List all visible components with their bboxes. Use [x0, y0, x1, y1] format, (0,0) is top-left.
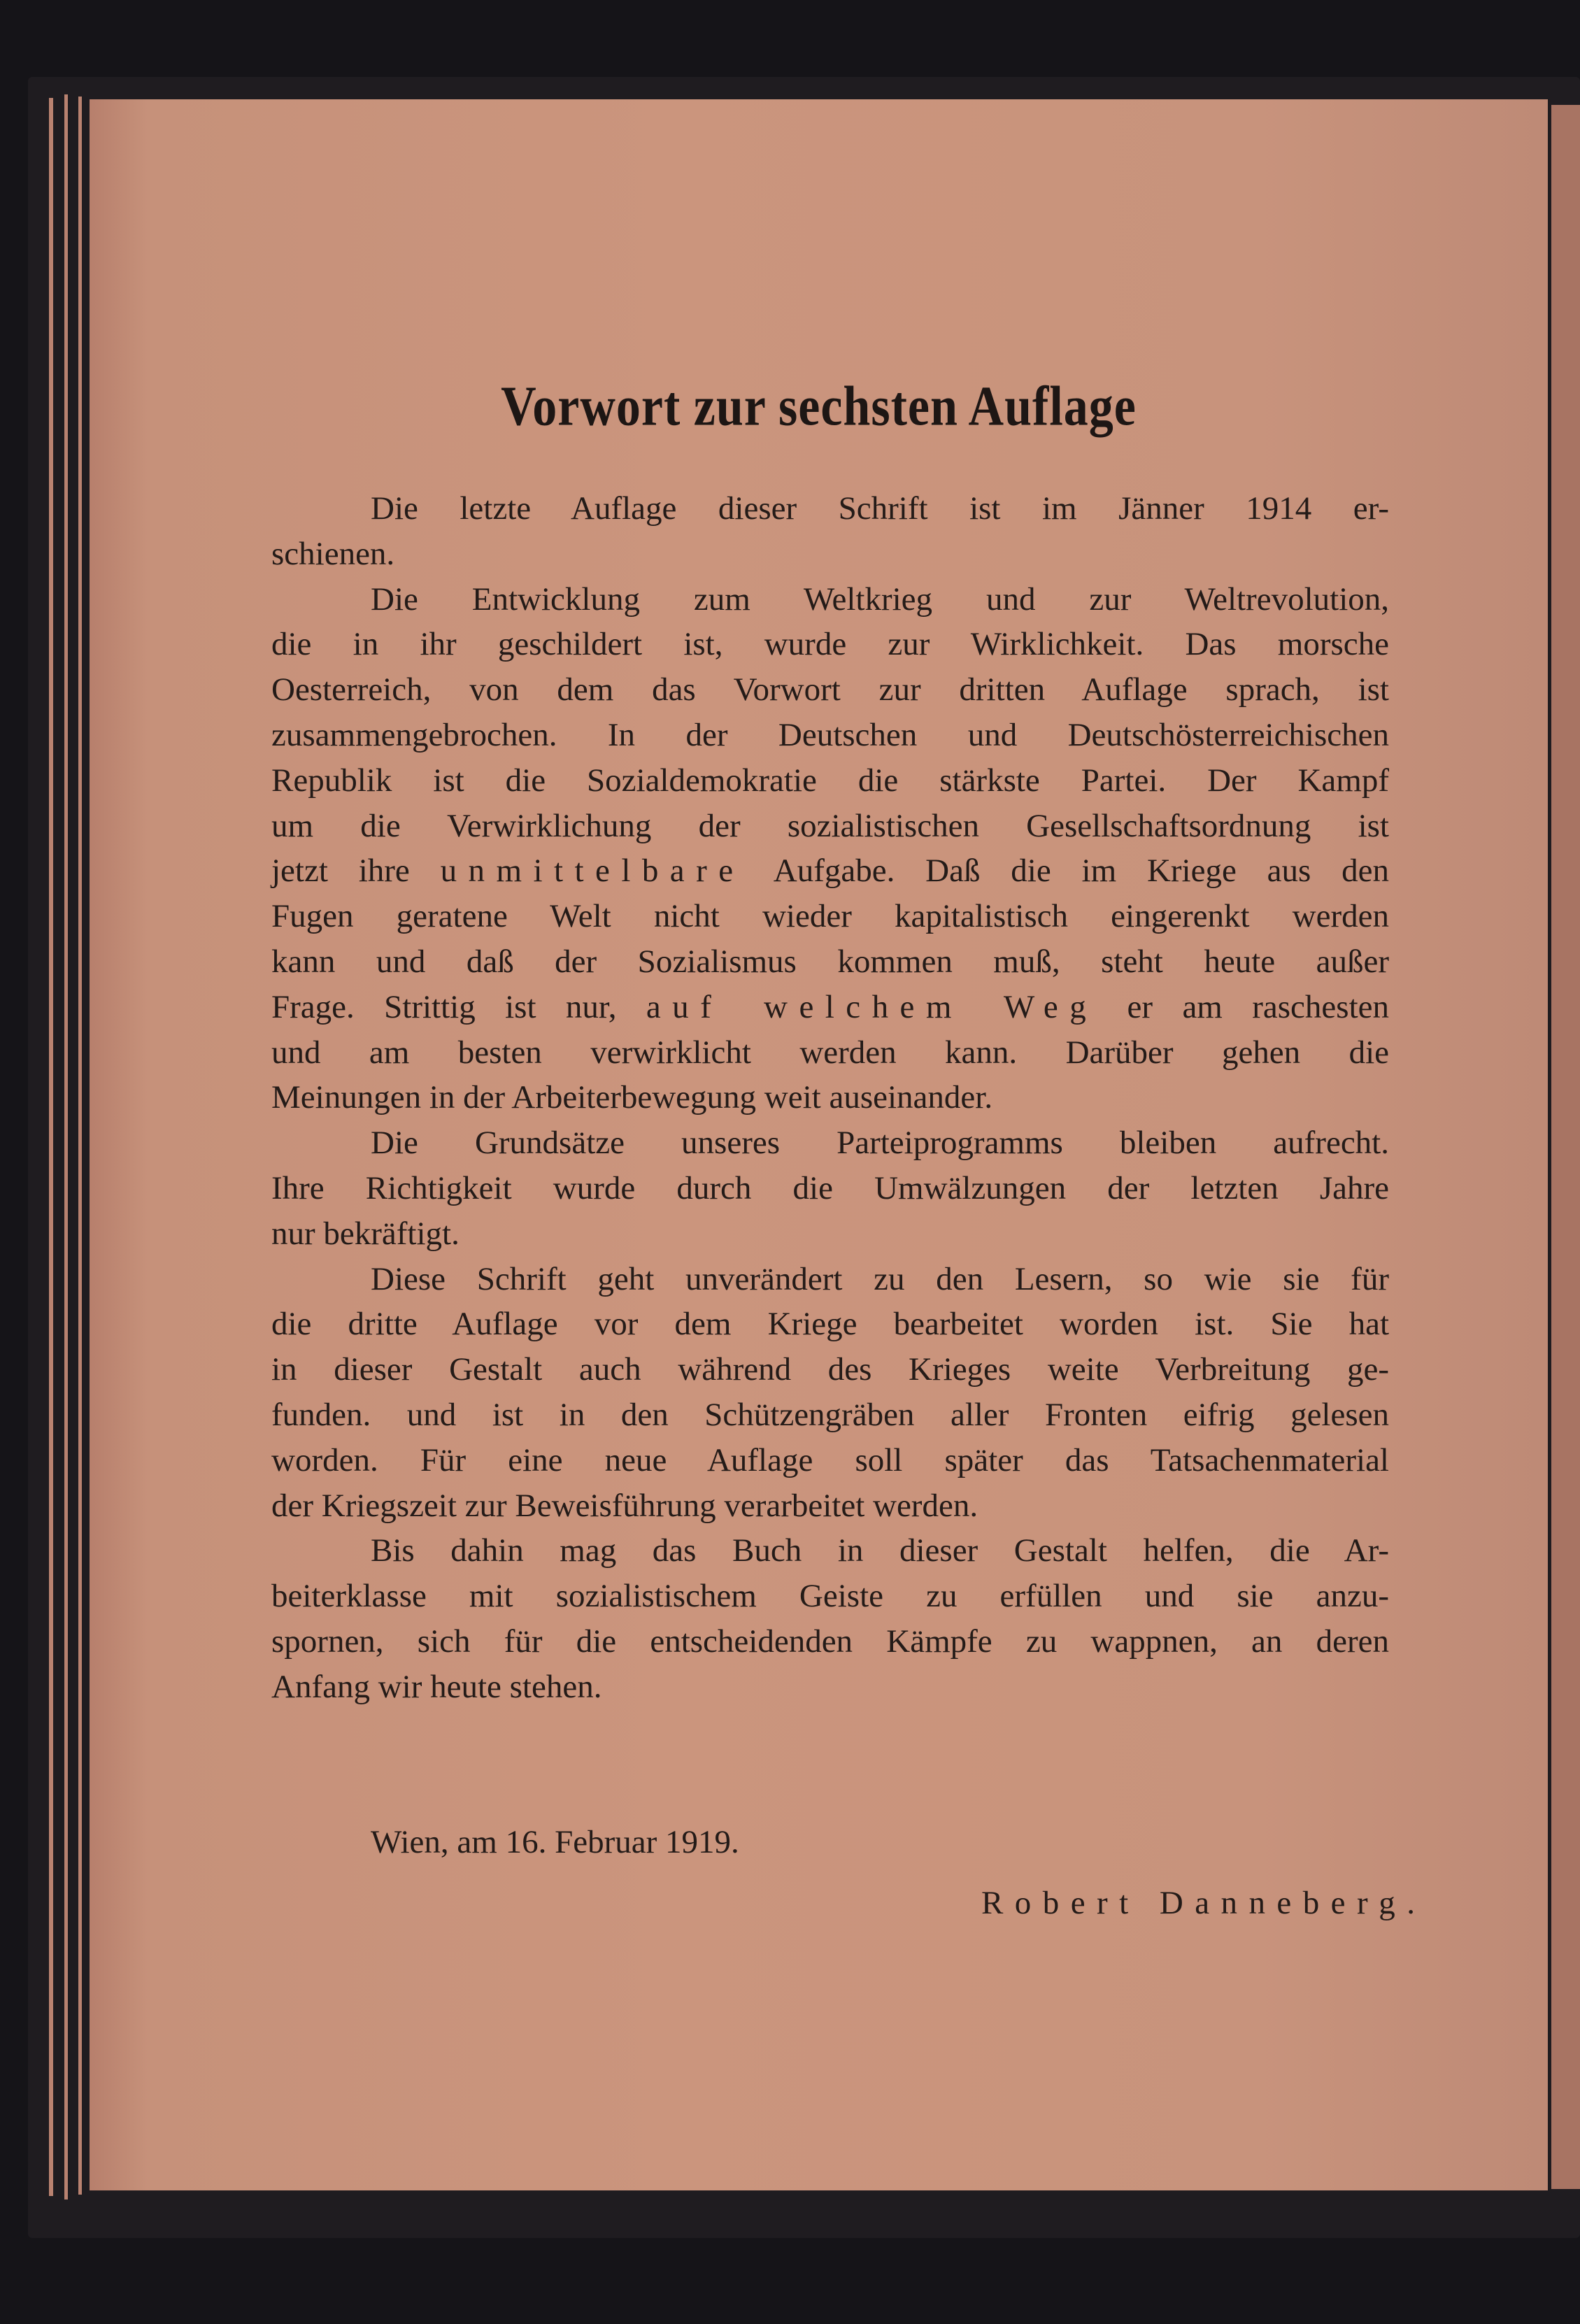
text-line: [271, 1392, 1389, 1438]
text-line: [271, 1030, 1389, 1076]
text-line: [271, 985, 1389, 1030]
text-line: [271, 758, 1389, 804]
text-line: [271, 848, 1389, 894]
text-line: [271, 804, 1389, 849]
text-segment: Frage. Strittig ist nur,: [271, 988, 646, 1025]
text-line: [271, 894, 1389, 939]
text-segment: kann und daß der Sozialismus kommen muß, steht heute außer: [271, 943, 1389, 980]
text-line: [271, 667, 1389, 713]
signature: Robert Danneberg.: [981, 1885, 1427, 1921]
text-line: [271, 1257, 1389, 1302]
text-segment: nur bekräftigt.: [271, 1215, 460, 1252]
page-title: Vorwort zur sechsten Auflage: [501, 376, 1137, 438]
text-line: [271, 1438, 1389, 1483]
text-line: [271, 1302, 1389, 1347]
text-segment: und am besten verwirklicht werden kann. Darüber gehen die: [271, 1034, 1389, 1071]
text-segment: Meinungen in der Arbeiterbewegung weit auseinander.: [271, 1079, 993, 1116]
text-segment: schienen.: [271, 535, 395, 572]
page-edge: [64, 94, 68, 2200]
text-segment: Oesterreich, von dem das Vorwort zur dritten Auflage sprach, ist: [271, 671, 1389, 708]
text-line: [271, 939, 1389, 985]
text-segment: Republik ist die Sozialdemokratie die stärkste Partei. Der Kampf: [271, 762, 1389, 799]
text-line: [271, 1120, 1389, 1166]
preface-body: [271, 486, 1389, 1710]
text-segment: spornen, sich für die entscheidenden Kämpfe zu wappnen, an deren: [271, 1623, 1389, 1660]
text-segment: jetzt ihre: [271, 853, 441, 890]
spaced-emphasis: unmittelbare: [440, 853, 745, 890]
text-segment: Ihre Richtigkeit wurde durch die Umwälzungen der letzten Jahre: [271, 1169, 1389, 1206]
text-line: [271, 1166, 1389, 1211]
book-page: [90, 99, 1548, 2190]
page-edge: [78, 97, 82, 2195]
text-line: [271, 532, 1389, 577]
text-line: [271, 1075, 1389, 1120]
text-line: [271, 1528, 1389, 1574]
text-line: [271, 1483, 1389, 1529]
text-segment: zusammengebrochen. In der Deutschen und Deutschösterreichischen: [271, 716, 1389, 753]
page-edge: [49, 98, 53, 2196]
text-line: [271, 486, 1389, 532]
text-line: [271, 1664, 1389, 1710]
text-line: [271, 622, 1389, 667]
text-segment: Die Grundsätze unseres Parteiprogramms bleiben aufrecht.: [371, 1125, 1389, 1162]
text-segment: Anfang wir heute stehen.: [271, 1668, 602, 1705]
text-line: [271, 1619, 1389, 1664]
spaced-emphasis: auf welchem Weg: [646, 988, 1098, 1025]
text-segment: worden. Für eine neue Auflage soll später das Tatsachenmaterial: [271, 1441, 1389, 1478]
text-segment: in dieser Gestalt auch während des Krieges weite Verbreitung ge-: [271, 1351, 1389, 1388]
text-line: [271, 1347, 1389, 1392]
text-segment: Die letzte Auflage dieser Schrift ist im Jänner 1914 er-: [371, 490, 1389, 527]
text-segment: die dritte Auflage vor dem Kriege bearbeitet worden ist. Sie hat: [271, 1306, 1389, 1343]
text-line: [271, 577, 1389, 622]
date-line: Wien, am 16. Februar 1919.: [371, 1824, 739, 1860]
text-line: [271, 1211, 1389, 1257]
text-segment: die in ihr geschildert ist, wurde zur Wirklichkeit. Das morsche: [271, 626, 1389, 663]
text-segment: er am raschesten: [1097, 988, 1389, 1025]
text-segment: Aufgabe. Daß die im Kriege aus den: [744, 853, 1389, 890]
text-segment: Die Entwicklung zum Weltkrieg und zur Weltrevolution,: [371, 580, 1389, 618]
text-segment: beiterklasse mit sozialistischem Geiste zu erfüllen und sie anzu-: [271, 1578, 1389, 1615]
text-segment: der Kriegszeit zur Beweisführung verarbeitet werden.: [271, 1487, 978, 1524]
text-segment: Diese Schrift geht unverändert zu den Lesern, so wie sie für: [371, 1260, 1389, 1297]
text-line: [271, 1574, 1389, 1619]
text-segment: Fugen geratene Welt nicht wieder kapitalistisch eingerenkt werden: [271, 898, 1389, 935]
text-segment: funden. und ist in den Schützengräben aller Fronten eifrig gelesen: [271, 1396, 1389, 1433]
text-segment: um die Verwirklichung der sozialistischen Gesellschaftsordnung ist: [271, 807, 1389, 844]
text-line: [271, 713, 1389, 758]
next-page-edge: [1551, 105, 1580, 2189]
text-segment: Bis dahin mag das Buch in dieser Gestalt helfen, die Ar-: [371, 1532, 1389, 1569]
